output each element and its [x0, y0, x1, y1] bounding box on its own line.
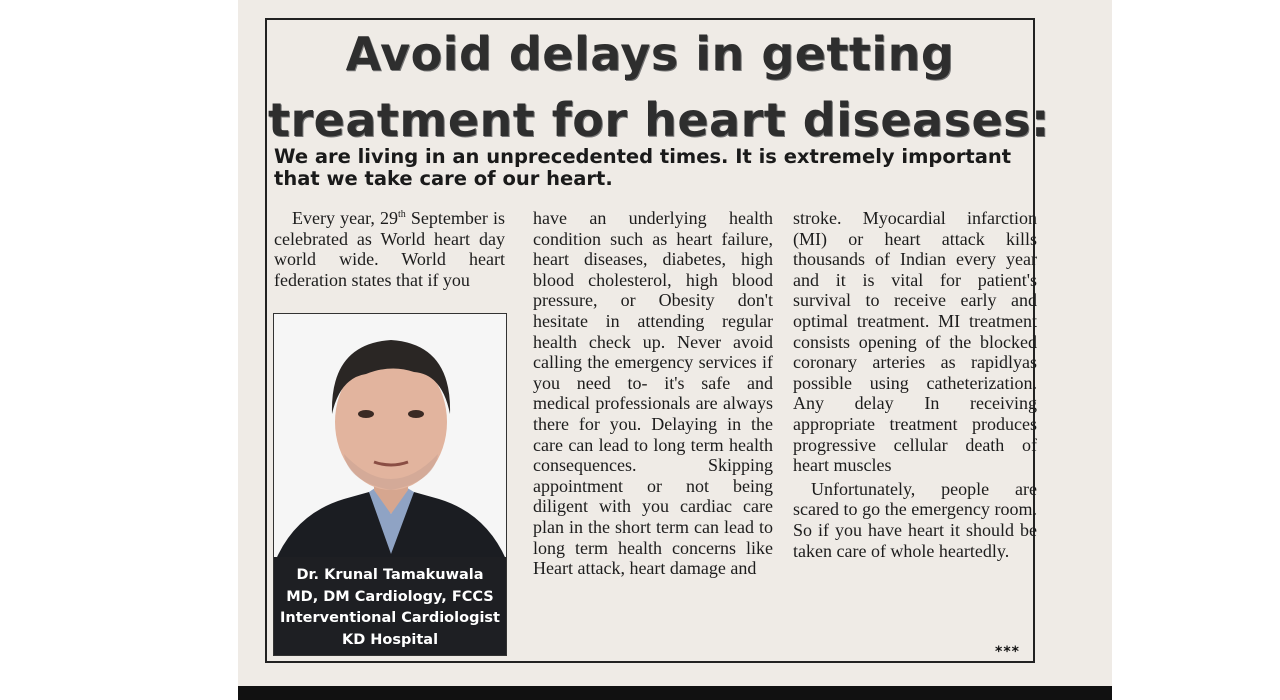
doctor-degrees: MD, DM Cardiology, FCCS	[286, 588, 494, 605]
column-3-paragraph-2: Unfortunately, people are scared to go the emergency room. So if you have heart it should be taken care of whole heartedly.	[793, 478, 1037, 561]
column-1-text-a: Every year, 29	[292, 208, 398, 228]
column-3-paragraph-1: stroke. Myocardial infarction (MI) or heart attack kills thousands of Indian every year and it is vital for patient's survival to receive early and optimal treatment. MI treatment consists opening of the blocked coronary arteries as rapidlyas possible using catheterization. Any delay In receiving appropriate treatment produces progressive cellular death of heart muscles	[793, 208, 1037, 476]
photo-caption	[274, 561, 506, 655]
subheadline: We are living in an unprecedented times. It is extremely important that we take care of our heart.	[274, 145, 1012, 190]
headline-line-2: treatment for heart diseases:	[268, 93, 1050, 147]
doctor-role: Interventional Cardiologist	[280, 610, 500, 626]
article-column-3	[793, 208, 1037, 561]
end-of-article-mark: ***	[995, 644, 1020, 660]
doctor-photo	[273, 313, 507, 656]
article-column-2	[533, 208, 773, 579]
column-1-paragraph	[274, 208, 505, 290]
doctor-name: Dr. Krunal Tamakuwala	[296, 567, 484, 583]
column-1-text-b: September is celebrated as World heart day world wide. World heart federation states that if you	[274, 208, 505, 290]
ordinal-suffix: th	[397, 209, 406, 220]
headline-line-1: Avoid delays in getting	[345, 27, 955, 81]
article-column-1	[274, 208, 505, 290]
right-margin	[1112, 0, 1280, 700]
doctor-hospital: KD Hospital	[341, 631, 439, 648]
left-margin	[0, 0, 238, 700]
column-2-paragraph: have an underlying health condition such as heart failure, heart diseases, diabetes, high blood cholesterol, high blood pressure, or Obesity don't hesitate in attending regular health check up. Never avoid calling the emergency services if you need to- it's safe and medical professionals are always there for you. Delaying in the care can lead to long term health consequences. Skipping appointment or not being diligent with you cardiac care plan in the short term can lead to long term health concerns like Heart attack, heart damage and	[533, 208, 773, 579]
bottom-dark-strip	[238, 686, 1112, 700]
